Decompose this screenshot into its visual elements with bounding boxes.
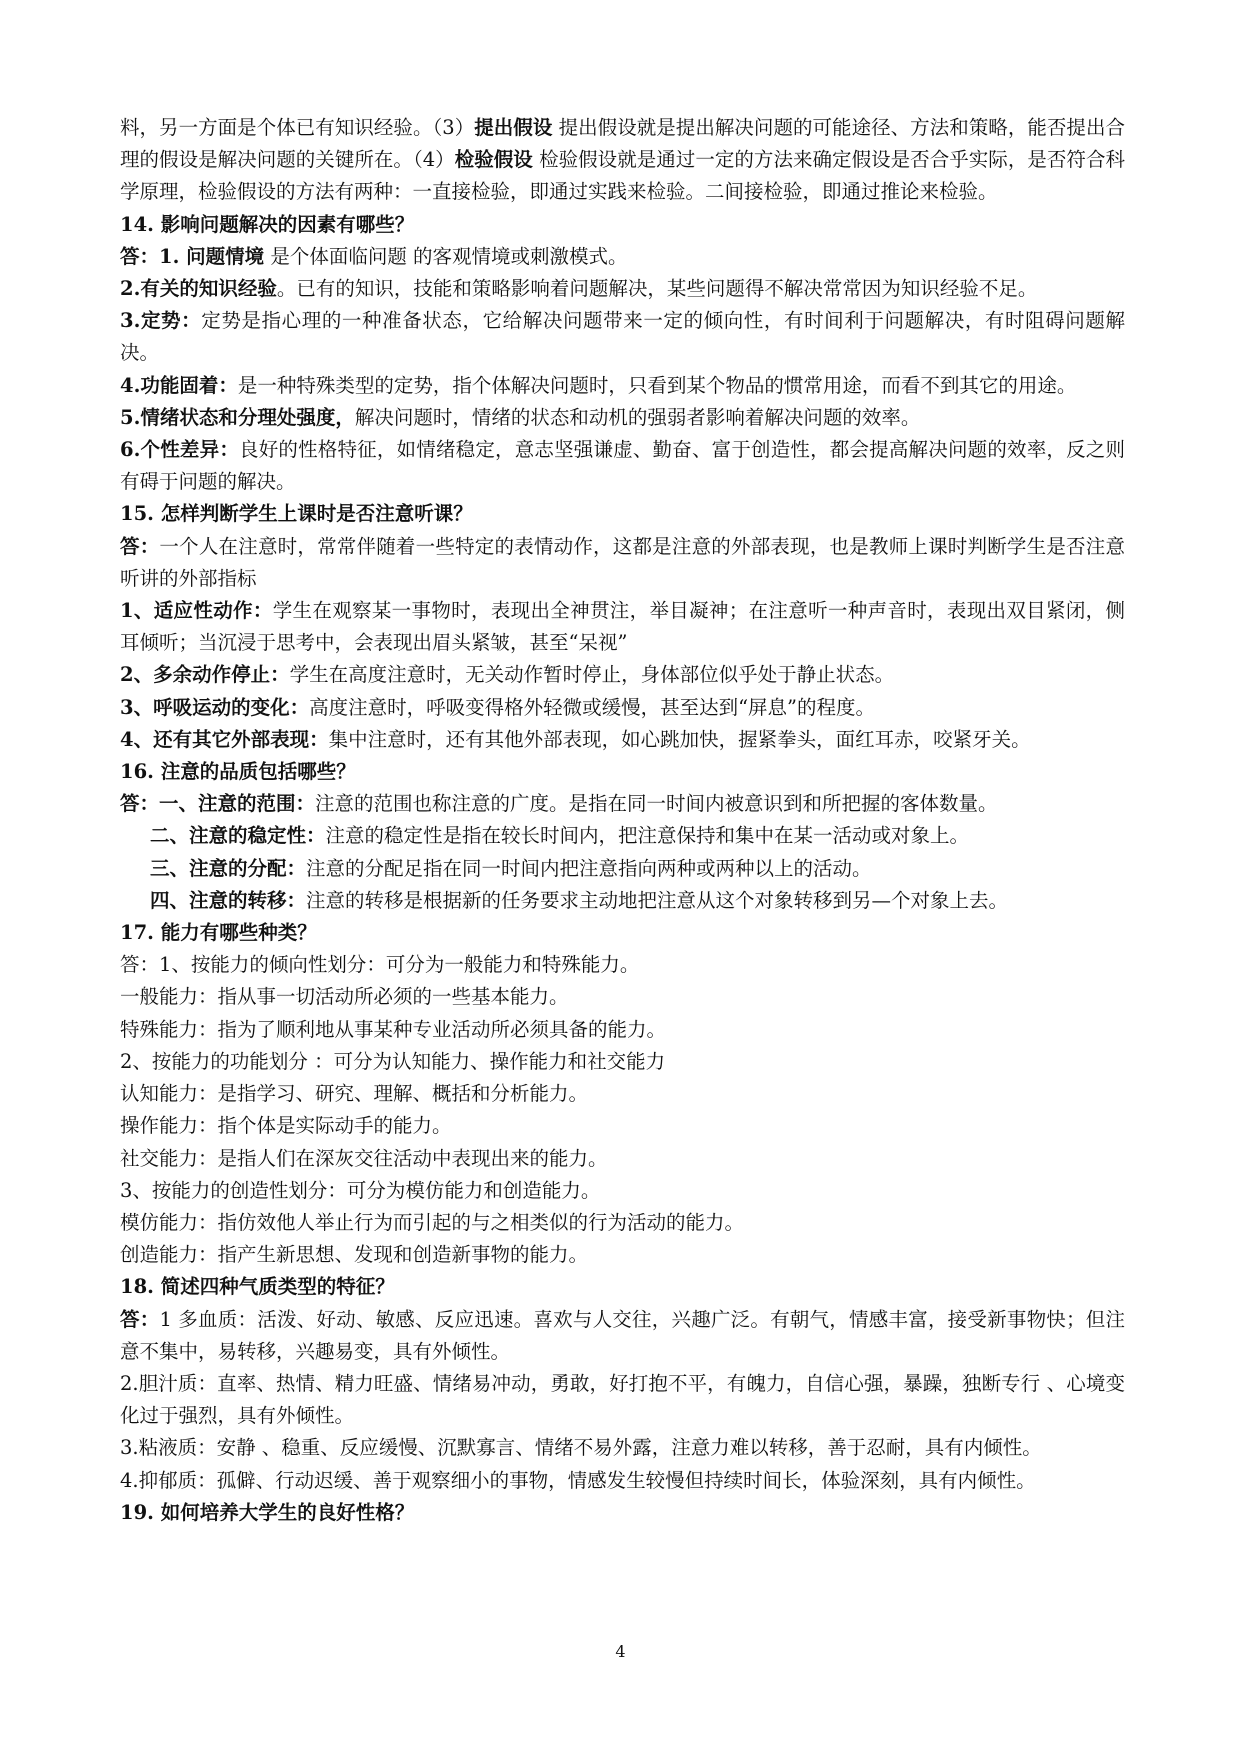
paragraph (120, 531, 1125, 595)
text-run: 学生在高度注意时，无关动作暂时停止，身体部位似乎处于静止状态。 (289, 663, 895, 687)
bold-text: 5.情绪状态和分理处强度， (120, 405, 355, 429)
bold-text: 答： (120, 534, 160, 558)
paragraph (120, 1078, 1125, 1110)
text-run: 2、按能力的功能划分 ：可分为认知能力、操作能力和社交能力 (120, 1049, 666, 1073)
paragraph (120, 659, 1125, 691)
text-run: 创造能力：指产生新思想、发现和创造新事物的能力。 (120, 1243, 589, 1267)
paragraph (120, 1110, 1125, 1142)
paragraph (120, 241, 1125, 273)
paragraph (120, 1239, 1125, 1271)
text-run: 注意的分配足指在同一时间内把注意指向两种或两种以上的活动。 (306, 856, 872, 880)
text-run: 社交能力：是指人们在深灰交往活动中表现出来的能力。 (120, 1146, 608, 1170)
paragraph (120, 1014, 1125, 1046)
paragraph (120, 853, 1125, 885)
bold-text: 2、多余动作停止： (120, 663, 290, 687)
text-run: 3、按能力的创造性划分：可分为模仿能力和创造能力。 (120, 1178, 601, 1202)
text-run: 4.抑郁质：孤僻、行动迟缓、善于观察细小的事物，情感发生较慢但持续时间长，体验深刻，具有内倾性。 (120, 1468, 1036, 1492)
bold-text: 18. 简述四种气质类型的特征？ (120, 1275, 395, 1299)
paragraph (120, 1271, 1125, 1303)
text-run: 定势是指心理的一种准备状态，它给解决问题带来一定的倾向性，有时间利于问题解决，有时阻碍问题解决。 (120, 309, 1125, 365)
text-run: 认知能力：是指学习、研究、理解、概括和分析能力。 (120, 1082, 589, 1106)
paragraph (120, 273, 1125, 305)
paragraph (120, 756, 1125, 788)
paragraph (120, 434, 1125, 498)
bold-text: 提出假设 (474, 116, 553, 139)
bold-text: 3.定势： (120, 309, 202, 333)
text-run: 集中注意时，还有其他外部表现，如心跳加快，握紧拳头，面红耳赤，咬紧牙关。 (328, 727, 1031, 751)
text-run: 注意的转移是根据新的任务要求主动地把注意从这个对象转移到另—个对象上去。 (306, 888, 1009, 912)
bold-text: 4.功能固着： (120, 373, 238, 397)
paragraph (120, 1432, 1125, 1464)
paragraph (120, 1304, 1125, 1368)
bold-text: 1、适应性动作： (120, 599, 273, 623)
text-run: 良好的性格特征，如情绪稳定，意志坚强谦虚、勤奋、富于创造性，都会提高解决问题的效率，反之则有碍于问题的解决。 (120, 438, 1125, 494)
bold-text: 答：1. 问题情境 (120, 244, 265, 268)
paragraph (120, 917, 1125, 949)
bold-text: 3、呼吸运动的变化： (120, 695, 310, 719)
bold-text: 16. 注意的品质包括哪些？ (120, 760, 356, 784)
text-run: 是一种特殊类型的定势，指个体解决问题时，只看到某个物品的惯常用途，而看不到其它的用途。 (237, 373, 1077, 397)
text-run: 答：1、按能力的倾向性划分：可分为一般能力和特殊能力。 (120, 953, 640, 977)
text-run: 提出假设就是提出解决问题的可能途径、方法和策略，能否提出合理的假设是解决问题的关键所在。（4） (120, 116, 1125, 172)
bold-text: 2.有关的知识经验 (120, 277, 277, 301)
text-run: 一般能力：指从事一切活动所必须的一些基本能力。 (120, 985, 569, 1009)
text-run: 。已有的知识，技能和策略影响着问题解决，某些问题得不解决常常因为知识经验不足。 (276, 277, 1038, 301)
paragraph (120, 692, 1125, 724)
paragraph (120, 885, 1125, 917)
paragraph (120, 595, 1125, 659)
paragraph (120, 820, 1125, 852)
paragraph (120, 1368, 1125, 1432)
paragraph (120, 1175, 1125, 1207)
document-body (120, 112, 1125, 1529)
paragraph (120, 209, 1125, 241)
paragraph (120, 498, 1125, 530)
paragraph (120, 949, 1125, 981)
text-run: 高度注意时，呼吸变得格外轻微或缓慢，甚至达到“屏息”的程度。 (309, 695, 876, 719)
bold-text: 17. 能力有哪些种类？ (120, 921, 317, 945)
paragraph (120, 1143, 1125, 1175)
paragraph (120, 370, 1125, 402)
paragraph (120, 788, 1125, 820)
bold-text: 答： (120, 1307, 160, 1331)
text-run: 3.粘液质：安静 、稳重、反应缓慢、沉默寡言、情绪不易外露，注意力难以转移，善于忍耐，具有内倾性。 (120, 1436, 1042, 1460)
paragraph (120, 112, 1125, 209)
paragraph (120, 1497, 1125, 1529)
bold-text: 二、注意的稳定性： (150, 824, 326, 848)
text-run: 料，另一方面是个体已有知识经验。（3） (120, 116, 475, 139)
text-run: 模仿能力：指仿效他人举止行为而引起的与之相类似的行为活动的能力。 (120, 1210, 745, 1234)
paragraph (120, 981, 1125, 1013)
text-run: 解决问题时，情绪的状态和动机的强弱者影响着解决问题的效率。 (354, 405, 921, 429)
text-run: 学生在观察某一事物时，表现出全神贯注，举目凝神；在注意听一种声音时，表现出双目紧闭，侧耳倾听；当沉浸于思考中，会表现出眉头紧皱，甚至“呆视” (120, 599, 1125, 655)
paragraph (120, 305, 1125, 369)
text-run: 是个体面临问题 的客观情境或刺激模式。 (264, 244, 628, 268)
text-run: 1 多血质：活泼、好动、敏感、反应迅速。喜欢与人交往，兴趣广泛。有朝气，情感丰富，接受新事物快；但注意不集中，易转移，兴趣易变，具有外倾性。 (120, 1307, 1125, 1363)
text-run: 注意的稳定性是指在较长时间内，把注意保持和集中在某一活动或对象上。 (325, 824, 970, 848)
bold-text: 19. 如何培养大学生的良好性格？ (120, 1500, 415, 1524)
text-run: 特殊能力：指为了顺利地从事某种专业活动所必须具备的能力。 (120, 1017, 667, 1041)
text-run: 注意的范围也称注意的广度。是指在同一时间内被意识到和所把握的客体数量。 (315, 792, 998, 816)
page-number: 4 (615, 1642, 626, 1661)
text-run: 一个人在注意时，常常伴随着一些特定的表情动作，这都是注意的外部表现，也是教师上课时判断学生是否注意听讲的外部指标 (120, 534, 1125, 590)
bold-text: 4、还有其它外部表现： (120, 727, 329, 751)
paragraph (120, 724, 1125, 756)
bold-text: 14. 影响问题解决的因素有哪些？ (120, 212, 415, 236)
paragraph (120, 402, 1125, 434)
bold-text: 6.个性差异： (120, 438, 240, 462)
bold-text: 三、注意的分配： (150, 856, 307, 880)
bold-text: 15. 怎样判断学生上课时是否注意听课？ (120, 502, 473, 526)
text-run: 检验假设就是通过一定的方法来确定假设是否合乎实际，是否符合科学原理，检验假设的方法有两种：一直接检验，即通过实践来检验。二间接检验，即通过推论来检验。 (120, 148, 1125, 204)
bold-text: 四、注意的转移： (150, 888, 307, 912)
paragraph (120, 1207, 1125, 1239)
paragraph (120, 1465, 1125, 1497)
bold-text: 检验假设 (454, 148, 533, 172)
bold-text: 答：一、注意的范围： (120, 792, 316, 816)
text-run: 操作能力：指个体是实际动手的能力。 (120, 1114, 452, 1138)
text-run: 2.胆汁质：直率、热情、精力旺盛、情绪易冲动，勇敢，好打抱不平，有魄力，自信心强，暴躁，独断专行 、心境变化过于强烈，具有外倾性。 (120, 1371, 1125, 1428)
paragraph (120, 1046, 1125, 1078)
